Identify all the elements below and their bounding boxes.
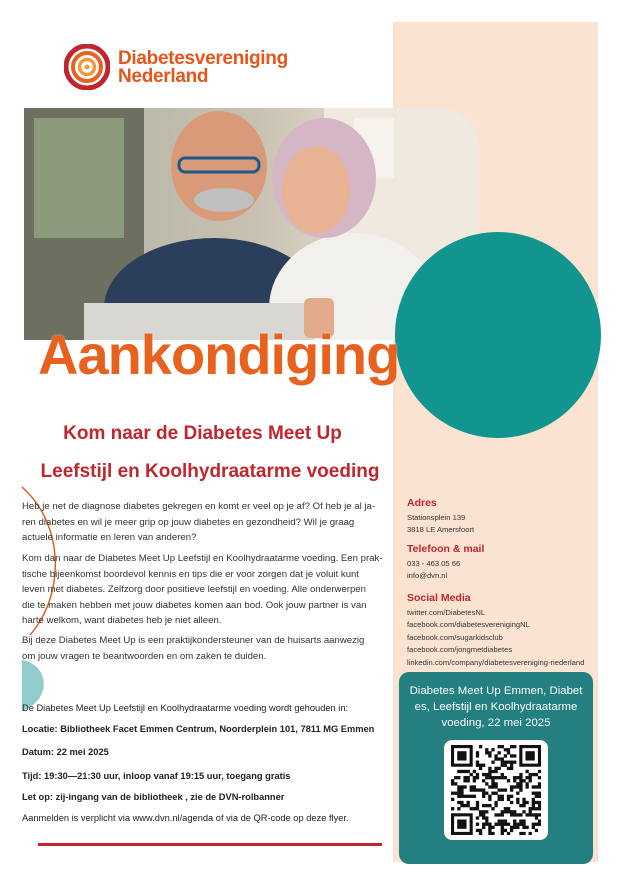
description-line: leven met diabetes. Zelfzorg door positieve leefstijl en voeding. Alle onderwerpen [22, 584, 366, 595]
qr-title-line: voeding, 22 mei 2025 [441, 717, 551, 729]
description-line: harte welkom, want diabetes heb je niet alleen. [22, 615, 222, 626]
qr-code-frame[interactable] [444, 740, 548, 840]
phone-number: 033 - 463 05 66 [407, 559, 461, 568]
logo-line2: Nederland [118, 66, 209, 87]
intro-line: Heb je net de diagnose diabetes gekregen en komt er veel op je af? Of heb je al ja- [22, 501, 376, 512]
description-line: die te maken hebben met jouw diabetes komen aan bod. Ook jouw partner is van [22, 599, 367, 611]
logo-wordmark [118, 50, 288, 86]
qr-title-line: Diabetes Meet Up Emmen, Diabet [409, 685, 583, 697]
qr-title-line: es, Leefstijl en Koolhydraatarme [414, 701, 578, 713]
support-line: Bij deze Diabetes Meet Up is een praktijkondersteuner van de huisarts aanwezig [22, 635, 365, 646]
intro-line: actuele informatie en leren van anderen? [22, 532, 197, 543]
event-location: Locatie: Bibliotheek Facet Emmen Centrum, Noorderplein 101, 7811 MG Emmen [22, 724, 375, 734]
phone-heading: Telefoon & mail [407, 543, 485, 555]
subtitle-meetup: Kom naar de Diabetes Meet Up [63, 423, 342, 444]
social-link-facebook-sugarkids[interactable]: facebook.com/sugarkidsclub [407, 632, 503, 642]
address-line: Stationsplein 139 [407, 513, 466, 522]
description-line: tische bijeenkomst boordevol kennis en tips die er voor zorgen dat je voluit kunt [22, 568, 360, 580]
social-link-facebook-dvn[interactable]: facebook.com/diabetesverenigingNL [407, 620, 530, 630]
social-link-twitter[interactable]: twitter.com/DiabetesNL [407, 608, 486, 617]
event-intro: De Diabetes Meet Up Leefstijl en Koolhydraatarme voeding wordt gehouden in: [22, 703, 349, 713]
logo-line1: Diabetesvereniging [118, 48, 288, 69]
social-link-facebook-jong[interactable]: facebook.com/jongmetdiabetes [407, 645, 513, 655]
support-line: om jouw vragen te beantwoorden en om zaken te duiden. [22, 650, 267, 662]
address-block [407, 497, 592, 537]
event-time: Tijd: 19:30—21:30 uur, inloop vanaf 19:15 uur, toegang gratis [22, 771, 291, 781]
registration-text: Aanmelden is verplicht via www.dvn.nl/agenda of via de QR-code op deze flyer. [22, 813, 349, 823]
address-line: 3818 LE Amersfoort [407, 525, 475, 535]
headline: Aankondiging [38, 323, 400, 386]
description-line: Kom dan naar de Diabetes Meet Up Leefstijl en Koolhydraatarme voeding. Een prak- [22, 553, 383, 564]
intro-paragraph [22, 499, 390, 546]
intro-line: ren diabetes en wil je meer grip op jouw diabetes en gezondheid? Wil je graag [22, 516, 355, 528]
subtitle-topic: Leefstijl en Koolhydraatarme voeding [40, 461, 380, 482]
dvn-logo [64, 44, 294, 94]
teal-circle-decoration [395, 232, 601, 438]
address-heading: Adres [407, 497, 437, 509]
social-link-linkedin[interactable]: linkedin.com/company/diabetesvereniging-nederland [407, 657, 585, 667]
dvn-logo-rings-icon [64, 44, 110, 90]
email-address[interactable]: info@dvn.nl [407, 571, 448, 581]
qr-registration-card [399, 672, 593, 864]
event-date: Datum: 22 mei 2025 [22, 747, 109, 757]
social-media-block [407, 592, 592, 669]
support-paragraph [22, 633, 390, 664]
phone-mail-block [407, 543, 592, 583]
description-paragraph [22, 551, 390, 629]
qr-code-icon [451, 745, 541, 835]
bottom-divider [38, 843, 382, 846]
qr-card-title [409, 683, 583, 731]
event-note: Let op: zij-ingang van de bibliotheek , zie de DVN-rolbanner [22, 792, 285, 802]
social-heading: Social Media [407, 592, 471, 604]
